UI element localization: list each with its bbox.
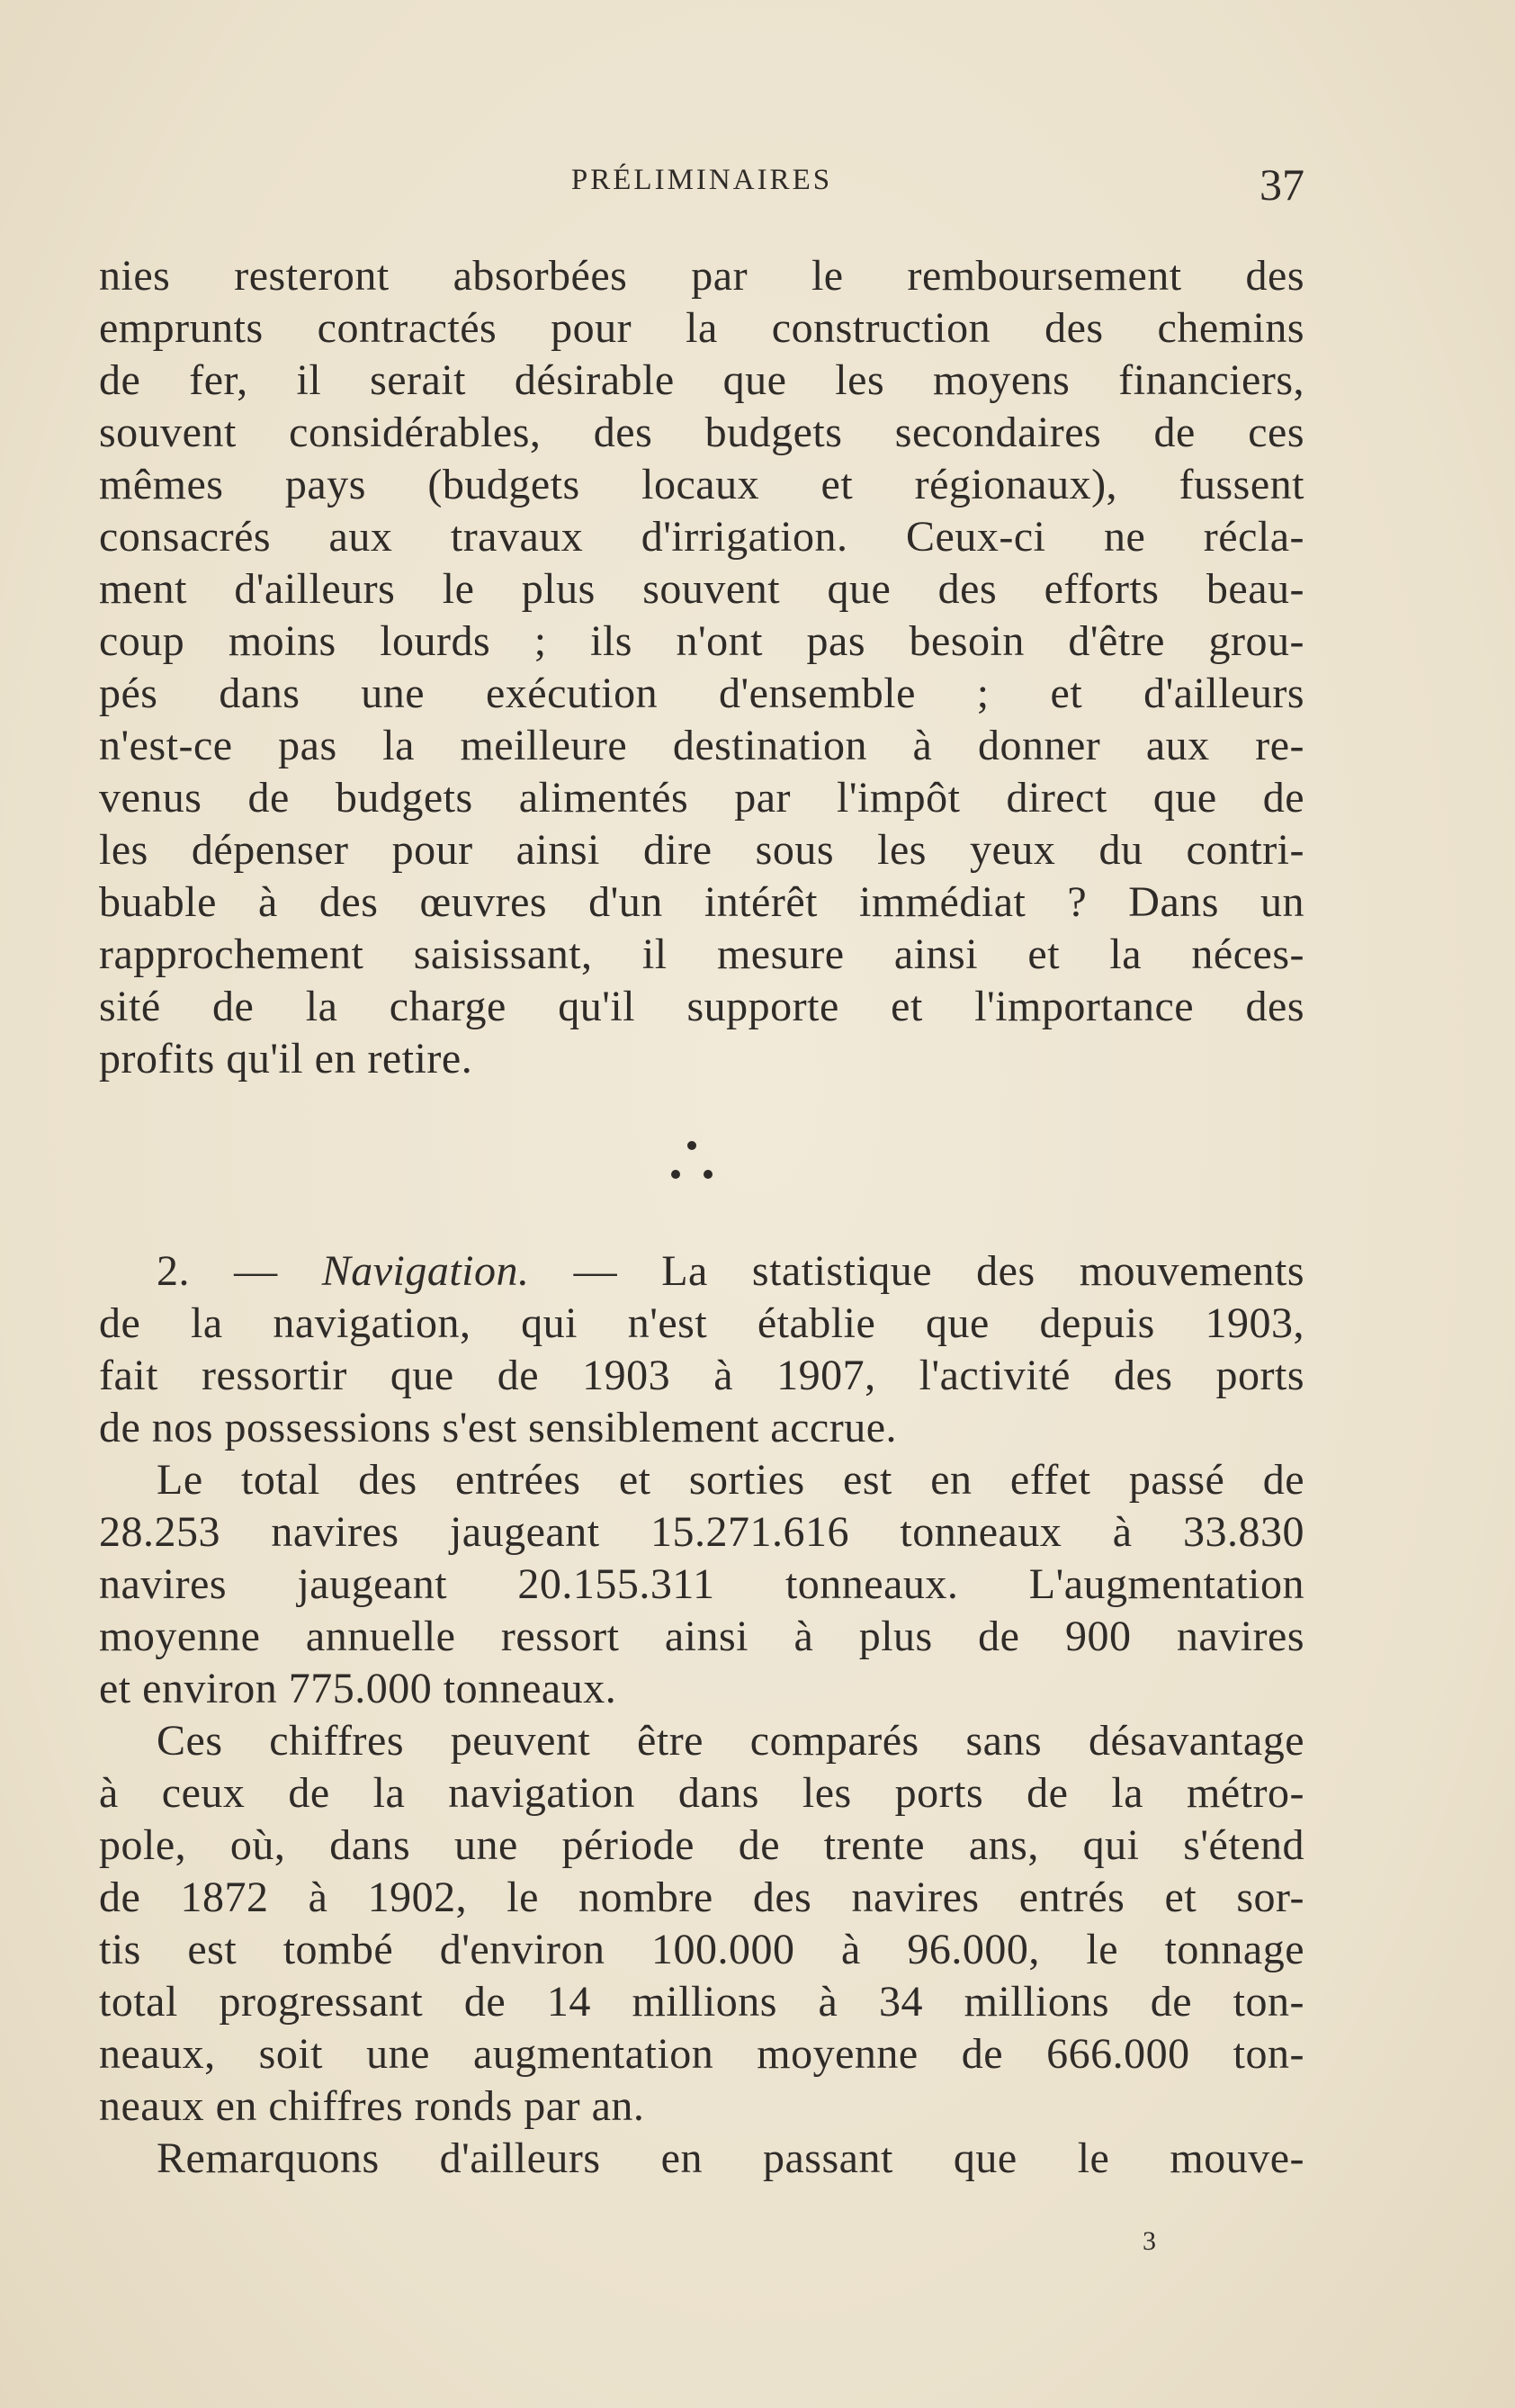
text-line: pole, où, dans une période de trente ans, qui s'étend bbox=[99, 1821, 1304, 1869]
text-line: neaux en chiffres ronds par an. bbox=[99, 2082, 645, 2130]
section-title: Navigation. bbox=[321, 1247, 530, 1295]
text-line: Ces chiffres peuvent être comparés sans désavantage bbox=[157, 1717, 1304, 1765]
text-line: navires jaugeant 20.155.311 tonneaux. L'augmentation bbox=[99, 1560, 1304, 1608]
text-line: emprunts contractés pour la construction des chemins bbox=[99, 304, 1304, 352]
text-line: neaux, soit une augmentation moyenne de 666.000 ton- bbox=[99, 2030, 1304, 2078]
text-line: à ceux de la navigation dans les ports de la métro- bbox=[99, 1769, 1304, 1817]
signature-mark: 3 bbox=[1143, 2226, 1156, 2256]
text-line: fait ressortir que de 1903 à 1907, l'activité des ports bbox=[99, 1352, 1304, 1399]
text-line: rapprochement saisissant, il mesure ainsi et la néces- bbox=[99, 930, 1304, 978]
text-line: de 1872 à 1902, le nombre des navires entrés et sor- bbox=[99, 1873, 1304, 1921]
divider-dot bbox=[671, 1170, 680, 1179]
text-line: Le total des entrées et sorties est en effet passé de bbox=[157, 1456, 1304, 1504]
text-line: tis est tombé d'environ 100.000 à 96.000, le tonnage bbox=[99, 1926, 1304, 1973]
text-line: souvent considérables, des budgets secondaires de ces bbox=[99, 409, 1304, 456]
text-line: de nos possessions s'est sensiblement accrue. bbox=[99, 1404, 897, 1451]
section-dash: — bbox=[573, 1247, 618, 1295]
text-line: Remarquons d'ailleurs en passant que le mouve- bbox=[157, 2134, 1304, 2182]
paragraph-irrigation bbox=[99, 250, 1304, 1085]
text-line: n'est-ce pas la meilleure destination à donner aux re- bbox=[99, 722, 1304, 769]
text-line: mêmes pays (budgets locaux et régionaux), fussent bbox=[99, 461, 1304, 508]
text-line: et environ 775.000 tonneaux. bbox=[99, 1665, 617, 1712]
section-navigation bbox=[99, 1245, 1304, 2185]
page-header bbox=[99, 158, 1304, 212]
text-line: ment d'ailleurs le plus souvent que des efforts beau- bbox=[99, 565, 1304, 613]
divider-dot bbox=[704, 1170, 713, 1179]
section-heading-line bbox=[99, 1245, 1304, 1298]
text-line: sité de la charge qu'il supporte et l'importance des bbox=[99, 983, 1304, 1030]
page-number: 37 bbox=[1260, 159, 1304, 210]
text-line: pés dans une exécution d'ensemble ; et d'ailleurs bbox=[99, 669, 1304, 717]
text-line: venus de budgets alimentés par l'impôt direct que de bbox=[99, 774, 1304, 822]
divider-dot bbox=[687, 1141, 696, 1150]
text-line: nies resteront absorbées par le remboursement des bbox=[99, 252, 1304, 300]
text-line: moyenne annuelle ressort ainsi à plus de 900 navires bbox=[99, 1613, 1304, 1660]
running-head: PRÉLIMINAIRES bbox=[570, 164, 833, 196]
section-first-line: La statistique des mouvements bbox=[661, 1247, 1304, 1295]
section-divider-asterism bbox=[668, 1134, 722, 1188]
section-number: 2. — bbox=[157, 1247, 278, 1295]
text-line: coup moins lourds ; ils n'ont pas besoin d'être grou- bbox=[99, 617, 1304, 665]
text-line: de fer, il serait désirable que les moyens financiers, bbox=[99, 356, 1304, 404]
text-line: total progressant de 14 millions à 34 millions de ton- bbox=[99, 1978, 1304, 2026]
text-line: profits qu'il en retire. bbox=[99, 1035, 473, 1083]
text-line: 28.253 navires jaugeant 15.271.616 tonneaux à 33.830 bbox=[99, 1508, 1304, 1556]
text-line: de la navigation, qui n'est établie que depuis 1903, bbox=[99, 1299, 1304, 1347]
text-line: consacrés aux travaux d'irrigation. Ceux-ci ne récla- bbox=[99, 513, 1304, 561]
text-line: buable à des œuvres d'un intérêt immédiat ? Dans un bbox=[99, 878, 1304, 926]
text-line: les dépenser pour ainsi dire sous les yeux du contri- bbox=[99, 826, 1304, 874]
